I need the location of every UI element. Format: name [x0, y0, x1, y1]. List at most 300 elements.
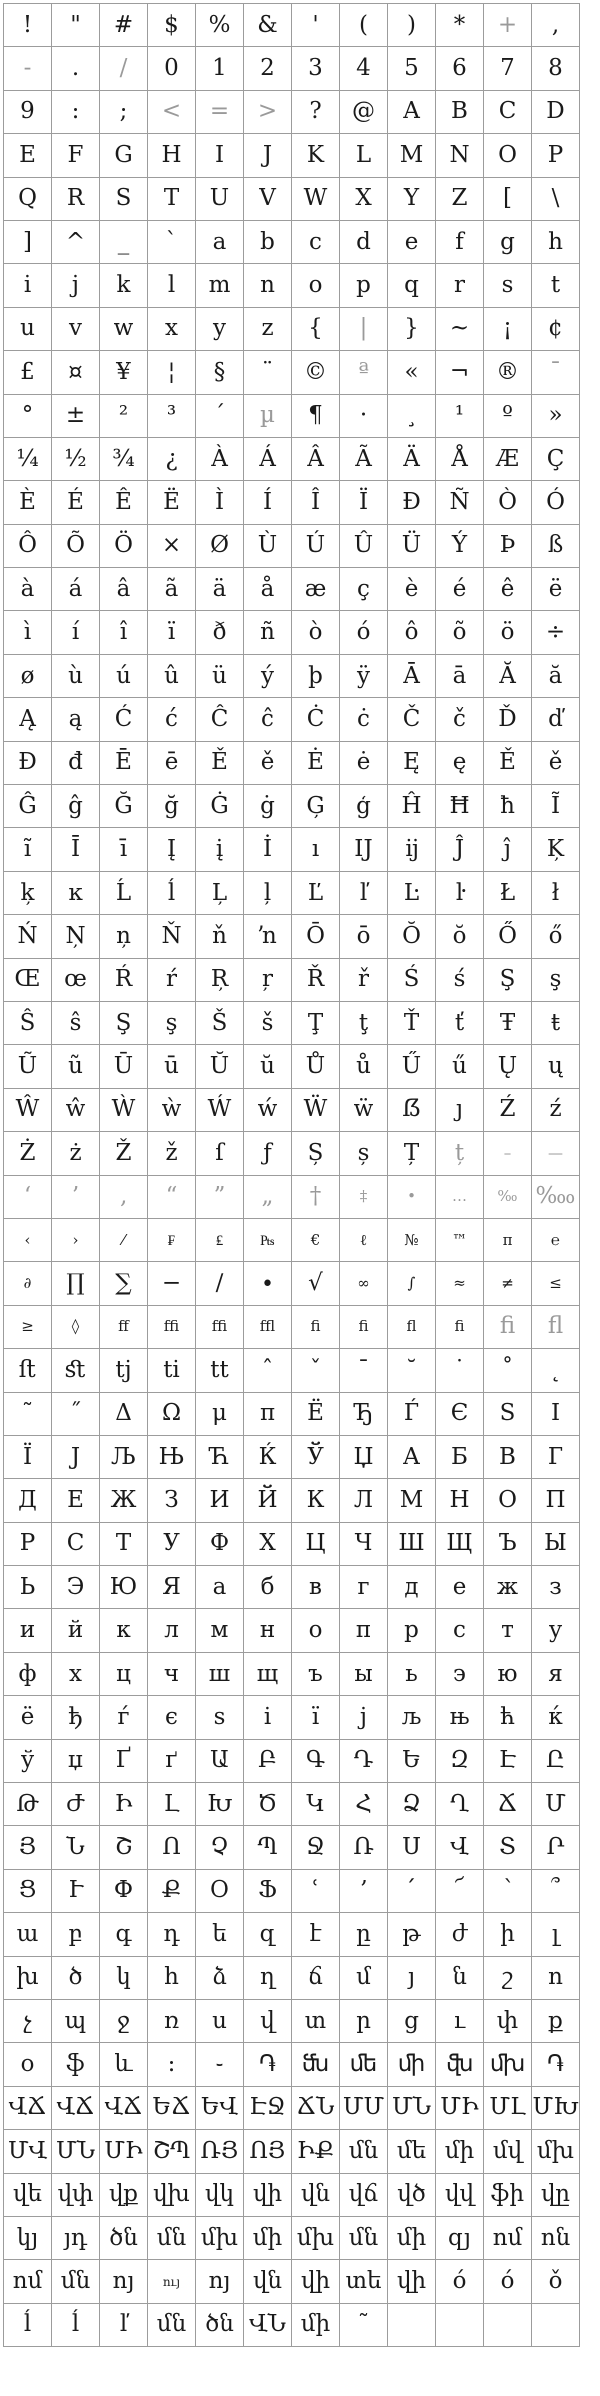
glyph-cell: É — [52, 481, 100, 524]
glyph-cell: ∏ — [52, 1262, 100, 1305]
glyph-cell: ā — [436, 655, 484, 698]
glyph-cell: ՝ — [484, 1870, 532, 1913]
glyph-cell: q — [388, 264, 436, 307]
glyph-cell: R — [52, 178, 100, 221]
glyph-cell: б — [244, 1566, 292, 1609]
glyph-cell: Ĉ — [196, 698, 244, 741]
glyph-cell: ė — [340, 742, 388, 785]
glyph-cell: ś — [436, 959, 484, 1002]
glyph-cell: Ц — [292, 1523, 340, 1566]
glyph-cell: ≠ — [484, 1262, 532, 1305]
glyph-cell: վն — [292, 2174, 340, 2217]
glyph-cell: Я — [148, 1566, 196, 1609]
glyph-cell: ! — [4, 4, 52, 47]
glyph-cell: ﬔ — [340, 2043, 388, 2086]
glyph-cell: " — [52, 4, 100, 47]
glyph-cell: С — [52, 1523, 100, 1566]
glyph-cell: Њ — [148, 1436, 196, 1479]
glyph-cell: ˚ — [484, 1349, 532, 1392]
glyph-cell: ° — [4, 395, 52, 438]
glyph-cell: է — [292, 1913, 340, 1956]
glyph-cell — [484, 2304, 532, 2347]
glyph-cell: և — [100, 2043, 148, 2086]
glyph-cell: · — [340, 395, 388, 438]
glyph-cell: ՄՄ — [340, 2087, 388, 2130]
glyph-cell: ∂ — [4, 1262, 52, 1305]
glyph-cell: ë — [532, 568, 580, 611]
glyph-cell: μ — [196, 1393, 244, 1436]
glyph-cell: Հ — [340, 1783, 388, 1826]
glyph-cell: ı — [292, 828, 340, 871]
glyph-cell: Ւ — [52, 1870, 100, 1913]
glyph-cell: 3 — [292, 47, 340, 90]
glyph-cell: մի — [436, 2130, 484, 2173]
glyph-cell: լ — [532, 1913, 580, 1956]
glyph-cell: Ü — [388, 525, 436, 568]
glyph-cell: ‡ — [340, 1176, 388, 1219]
glyph-cell: Y — [388, 178, 436, 221]
glyph-cell: … — [436, 1176, 484, 1219]
glyph-cell: x — [148, 308, 196, 351]
glyph-cell: ġ — [244, 785, 292, 828]
glyph-cell: U — [196, 178, 244, 221]
glyph-cell: П — [532, 1479, 580, 1522]
glyph-cell: : — [52, 91, 100, 134]
glyph-cell: Е — [52, 1479, 100, 1522]
glyph-cell: ԵՃ — [148, 2087, 196, 2130]
glyph-cell: ж — [484, 1566, 532, 1609]
glyph-cell: վը — [532, 2174, 580, 2217]
glyph-cell: ó — [484, 2260, 532, 2303]
glyph-cell: ղ — [244, 1957, 292, 2000]
glyph-cell: µ — [244, 395, 292, 438]
glyph-cell: ՈՅ — [244, 2130, 292, 2173]
glyph-cell: ∞ — [340, 1262, 388, 1305]
glyph-cell: þ — [292, 655, 340, 698]
glyph-cell: ﬁ — [436, 1306, 484, 1349]
glyph-cell: վի — [244, 2174, 292, 2217]
glyph-cell: ժ — [436, 1913, 484, 1956]
glyph-cell: π — [484, 1219, 532, 1262]
glyph-cell: Ș — [292, 1132, 340, 1175]
glyph-cell: ť — [436, 1002, 484, 1045]
glyph-cell: Շ — [100, 1826, 148, 1869]
glyph-cell: վք — [100, 2174, 148, 2217]
glyph-cell: Ў — [292, 1436, 340, 1479]
glyph-cell: ì — [4, 611, 52, 654]
glyph-cell: ш — [196, 1653, 244, 1696]
glyph-cell: Ё — [292, 1393, 340, 1436]
glyph-cell: ї — [292, 1696, 340, 1739]
glyph-cell: Ú — [292, 525, 340, 568]
glyph-cell: з — [532, 1566, 580, 1609]
glyph-cell: č — [436, 698, 484, 741]
glyph-cell: ԻՔ — [292, 2130, 340, 2173]
glyph-cell: Ġ — [196, 785, 244, 828]
glyph-cell: ” — [196, 1176, 244, 1219]
glyph-cell: у — [532, 1609, 580, 1652]
glyph-cell: № — [388, 1219, 436, 1262]
glyph-cell: ѕ — [196, 1696, 244, 1739]
glyph-cell: Ù — [244, 525, 292, 568]
glyph-cell — [436, 2304, 484, 2347]
glyph-cell: մի — [292, 2304, 340, 2347]
glyph-cell: ř — [340, 959, 388, 1002]
glyph-cell: ™ — [436, 1219, 484, 1262]
glyph-cell: ț — [436, 1132, 484, 1175]
glyph-cell: ј — [340, 1696, 388, 1739]
glyph-cell: Þ — [484, 525, 532, 568]
glyph-cell: ĺ — [4, 2304, 52, 2347]
glyph-cell: í — [52, 611, 100, 654]
glyph-cell: ˜ — [4, 1393, 52, 1436]
glyph-cell: ‹ — [4, 1219, 52, 1262]
glyph-cell: ֆի — [484, 2174, 532, 2217]
glyph-cell: ę — [436, 742, 484, 785]
glyph-cell: r — [436, 264, 484, 307]
glyph-cell: ֊ — [196, 2043, 244, 2086]
glyph-cell: թ — [388, 1913, 436, 1956]
glyph-cell: ﬂ — [532, 1306, 580, 1349]
glyph-cell: Ķ — [532, 828, 580, 871]
glyph-cell: ույ — [148, 2260, 196, 2303]
glyph-cell: ծն — [100, 2217, 148, 2260]
glyph-cell: զ — [244, 1913, 292, 1956]
glyph-cell: ռ — [148, 2000, 196, 2043]
glyph-cell: Џ — [340, 1436, 388, 1479]
glyph-cell: ՚ — [340, 1870, 388, 1913]
glyph-cell: Ќ — [244, 1436, 292, 1479]
glyph-cell: tt — [196, 1349, 244, 1392]
glyph-cell: g — [484, 221, 532, 264]
glyph-cell: ъ — [292, 1653, 340, 1696]
glyph-cell: À — [196, 438, 244, 481]
glyph-cell: į — [196, 828, 244, 871]
glyph-cell: Ω — [148, 1393, 196, 1436]
glyph-cell: ũ — [52, 1045, 100, 1088]
glyph-cell: c — [292, 221, 340, 264]
glyph-cell: ¿ — [148, 438, 196, 481]
glyph-cell: Թ — [4, 1783, 52, 1826]
glyph-cell: մվ — [484, 2130, 532, 2173]
glyph-cell: ե — [196, 1913, 244, 1956]
glyph-cell: Օ — [196, 1870, 244, 1913]
glyph-cell: Ը — [532, 1740, 580, 1783]
glyph-cell: ş — [532, 959, 580, 1002]
glyph-cell: դ — [148, 1913, 196, 1956]
glyph-cell: ě — [244, 742, 292, 785]
glyph-cell: î — [100, 611, 148, 654]
glyph-cell: Ū — [100, 1045, 148, 1088]
glyph-cell: ∕ — [196, 1262, 244, 1305]
glyph-cell: Н — [436, 1479, 484, 1522]
glyph-cell: ոյ — [196, 2260, 244, 2303]
glyph-cell: ľ — [100, 2304, 148, 2347]
glyph-cell: ў — [4, 1740, 52, 1783]
glyph-cell: ó — [436, 2260, 484, 2303]
glyph-cell: ﬕ — [388, 2043, 436, 2086]
glyph-cell: ˆ — [244, 1349, 292, 1392]
glyph-cell: ՜ — [436, 1870, 484, 1913]
glyph-cell: ∙ — [244, 1262, 292, 1305]
glyph-cell: ո — [532, 1957, 580, 2000]
glyph-cell: Ļ — [196, 872, 244, 915]
glyph-cell: ՎՃ — [52, 2087, 100, 2130]
glyph-cell: ₤ — [196, 1219, 244, 1262]
glyph-cell: ¤ — [52, 351, 100, 394]
glyph-cell: Ь — [4, 1566, 52, 1609]
glyph-cell: Ր — [532, 1826, 580, 1869]
glyph-cell: ñ — [244, 611, 292, 654]
glyph-cell: М — [388, 1479, 436, 1522]
glyph-cell: ĩ — [4, 828, 52, 871]
glyph-cell: Պ — [244, 1826, 292, 1869]
glyph-cell: tj — [100, 1349, 148, 1392]
glyph-cell: I — [196, 134, 244, 177]
glyph-cell: ﬁ — [484, 1306, 532, 1349]
glyph-cell: Ž — [100, 1132, 148, 1175]
glyph-cell: ® — [484, 351, 532, 394]
glyph-cell: L — [340, 134, 388, 177]
glyph-cell: Չ — [196, 1826, 244, 1869]
glyph-cell: ç — [340, 568, 388, 611]
glyph-cell: ų — [532, 1045, 580, 1088]
glyph-cell: ' — [292, 4, 340, 47]
glyph-cell: л — [148, 1609, 196, 1652]
glyph-cell: щ — [244, 1653, 292, 1696]
glyph-cell: Ĺ — [100, 872, 148, 915]
glyph-cell: Ж — [100, 1479, 148, 1522]
glyph-cell: Ձ — [388, 1783, 436, 1826]
glyph-cell: Ċ — [292, 698, 340, 741]
glyph-cell: ğ — [148, 785, 196, 828]
glyph-cell: ≥ — [4, 1306, 52, 1349]
glyph-cell: ¯ — [532, 351, 580, 394]
glyph-cell: © — [292, 351, 340, 394]
glyph-cell: ՃՆ — [292, 2087, 340, 2130]
glyph-cell: ; — [100, 91, 148, 134]
glyph-cell: Ś — [388, 959, 436, 1002]
glyph-cell: Đ — [4, 742, 52, 785]
glyph-cell: ֆ — [52, 2043, 100, 2086]
glyph-cell: Č — [388, 698, 436, 741]
glyph-cell: Д — [4, 1479, 52, 1522]
glyph-cell: վխ — [148, 2174, 196, 2217]
glyph-cell: Ũ — [4, 1045, 52, 1088]
glyph-cell: Լ — [148, 1783, 196, 1826]
glyph-cell: á — [52, 568, 100, 611]
glyph-cell: | — [340, 308, 388, 351]
glyph-cell: i — [4, 264, 52, 307]
glyph-cell: B — [436, 91, 484, 134]
glyph-cell: ոմ — [484, 2217, 532, 2260]
glyph-cell: J — [244, 134, 292, 177]
glyph-cell: ċ — [340, 698, 388, 741]
glyph-cell: Š — [196, 1002, 244, 1045]
glyph-cell: 0 — [148, 47, 196, 90]
glyph-cell: ẁ — [148, 1089, 196, 1132]
glyph-cell: Р — [4, 1523, 52, 1566]
glyph-cell: ։ — [148, 2043, 196, 2086]
glyph-cell: — — [532, 1132, 580, 1175]
glyph-cell: ﬄ — [244, 1306, 292, 1349]
glyph-cell: ˘ — [388, 1349, 436, 1392]
glyph-cell: ќ — [532, 1696, 580, 1739]
glyph-cell: ã — [148, 568, 196, 611]
glyph-cell: Ľ — [292, 872, 340, 915]
glyph-cell: մն — [148, 2217, 196, 2260]
glyph-cell: 2 — [244, 47, 292, 90]
glyph-cell: ﬁ — [292, 1306, 340, 1349]
glyph-cell: Ћ — [196, 1436, 244, 1479]
glyph-cell: Ş — [484, 959, 532, 1002]
glyph-cell: յդ — [52, 2217, 100, 2260]
glyph-cell: ^ — [52, 221, 100, 264]
glyph-cell: ƒ — [244, 1132, 292, 1175]
glyph-table — [3, 3, 580, 2347]
glyph-cell: İ — [244, 828, 292, 871]
glyph-cell: ր — [340, 2000, 388, 2043]
glyph-cell: Ó — [532, 481, 580, 524]
glyph-cell: ) — [388, 4, 436, 47]
glyph-cell: • — [388, 1176, 436, 1219]
glyph-cell: Ŵ — [4, 1089, 52, 1132]
glyph-cell: ş — [148, 1002, 196, 1045]
glyph-cell: ū — [148, 1045, 196, 1088]
glyph-cell — [532, 2304, 580, 2347]
glyph-cell: Զ — [436, 1740, 484, 1783]
glyph-cell: ŧ — [532, 1002, 580, 1045]
glyph-cell: մխ — [196, 2217, 244, 2260]
glyph-cell: ļ — [244, 872, 292, 915]
glyph-cell: Ď — [484, 698, 532, 741]
glyph-cell: ù — [52, 655, 100, 698]
glyph-cell: S — [100, 178, 148, 221]
glyph-cell: K — [292, 134, 340, 177]
glyph-cell: ŏ — [436, 915, 484, 958]
glyph-cell: н — [244, 1609, 292, 1652]
glyph-cell: г — [340, 1566, 388, 1609]
glyph-cell: ō — [340, 915, 388, 958]
glyph-cell: } — [388, 308, 436, 351]
glyph-cell: վճ — [340, 2174, 388, 2217]
glyph-cell: ŉ — [244, 915, 292, 958]
glyph-cell: ą — [52, 698, 100, 741]
glyph-cell: @ — [340, 91, 388, 134]
glyph-cell: æ — [292, 568, 340, 611]
glyph-cell: ՙ — [292, 1870, 340, 1913]
glyph-cell: ú — [100, 655, 148, 698]
glyph-cell: ] — [4, 221, 52, 264]
glyph-cell: W — [292, 178, 340, 221]
glyph-cell: ĵ — [484, 828, 532, 871]
glyph-cell: ₣ — [148, 1219, 196, 1262]
glyph-cell: В — [484, 1436, 532, 1479]
glyph-cell: Մ — [532, 1783, 580, 1826]
glyph-cell: º — [484, 395, 532, 438]
glyph-cell: Ի — [100, 1783, 148, 1826]
glyph-cell: P — [532, 134, 580, 177]
glyph-cell: Ŕ — [100, 959, 148, 1002]
glyph-cell: к — [100, 1609, 148, 1652]
glyph-cell: _ — [100, 221, 148, 264]
glyph-cell: տ — [292, 2000, 340, 2043]
glyph-cell: є — [148, 1696, 196, 1739]
glyph-cell: ŗ — [244, 959, 292, 1002]
glyph-cell: ը — [340, 1913, 388, 1956]
glyph-cell: ŕ — [148, 959, 196, 1002]
glyph-cell: N — [436, 134, 484, 177]
glyph-cell: a — [196, 221, 244, 264]
glyph-cell: Ĝ — [4, 785, 52, 828]
glyph-cell: Ժ — [52, 1783, 100, 1826]
glyph-cell: ´ — [196, 395, 244, 438]
glyph-cell: ľ — [340, 872, 388, 915]
glyph-cell: Δ — [100, 1393, 148, 1436]
glyph-cell: ĉ — [244, 698, 292, 741]
glyph-cell: ÿ — [340, 655, 388, 698]
glyph-cell: ± — [52, 395, 100, 438]
glyph-cell: ֏ — [532, 2043, 580, 2086]
glyph-cell: с — [436, 1609, 484, 1652]
glyph-cell: 8 — [532, 47, 580, 90]
glyph-cell: մն — [340, 2217, 388, 2260]
glyph-cell: â — [100, 568, 148, 611]
glyph-cell: ◊ — [52, 1306, 100, 1349]
glyph-cell: ž — [148, 1132, 196, 1175]
glyph-cell: ě — [532, 742, 580, 785]
glyph-cell: љ — [388, 1696, 436, 1739]
glyph-cell: О — [484, 1479, 532, 1522]
glyph-cell: ոն — [532, 2217, 580, 2260]
glyph-cell: Ě — [196, 742, 244, 785]
glyph-cell: џ — [52, 1740, 100, 1783]
glyph-cell: ﬗ — [484, 2043, 532, 2086]
glyph-cell: Ě — [484, 742, 532, 785]
glyph-cell: Ł — [484, 872, 532, 915]
glyph-cell: Ò — [484, 481, 532, 524]
glyph-cell: ‱ — [532, 1176, 580, 1219]
glyph-cell: ò — [292, 611, 340, 654]
glyph-cell: ˉ — [340, 1349, 388, 1392]
glyph-cell: Ծ — [244, 1783, 292, 1826]
glyph-cell: ն — [436, 1957, 484, 2000]
glyph-cell: ő — [532, 915, 580, 958]
glyph-cell: շ — [484, 1957, 532, 2000]
glyph-cell: d — [340, 221, 388, 264]
glyph-cell: З — [148, 1479, 196, 1522]
glyph-cell: ø — [4, 655, 52, 698]
glyph-cell: х — [52, 1653, 100, 1696]
glyph-cell: і — [244, 1696, 292, 1739]
glyph-cell: Ռ — [340, 1826, 388, 1869]
glyph-cell: 1 — [196, 47, 244, 90]
glyph-cell: œ — [52, 959, 100, 1002]
glyph-cell: Ս — [388, 1826, 436, 1869]
glyph-cell: ¢ — [532, 308, 580, 351]
glyph-cell: Ф — [196, 1523, 244, 1566]
glyph-cell: ½ — [52, 438, 100, 481]
glyph-cell: Ï — [340, 481, 388, 524]
glyph-cell: ﬖ — [436, 2043, 484, 2086]
glyph-cell: վ — [244, 2000, 292, 2043]
glyph-cell: ¸ — [388, 395, 436, 438]
glyph-cell: Õ — [52, 525, 100, 568]
glyph-cell: * — [436, 4, 484, 47]
glyph-cell: ţ — [340, 1002, 388, 1045]
glyph-cell: њ — [436, 1696, 484, 1739]
glyph-cell: Ы — [532, 1523, 580, 1566]
